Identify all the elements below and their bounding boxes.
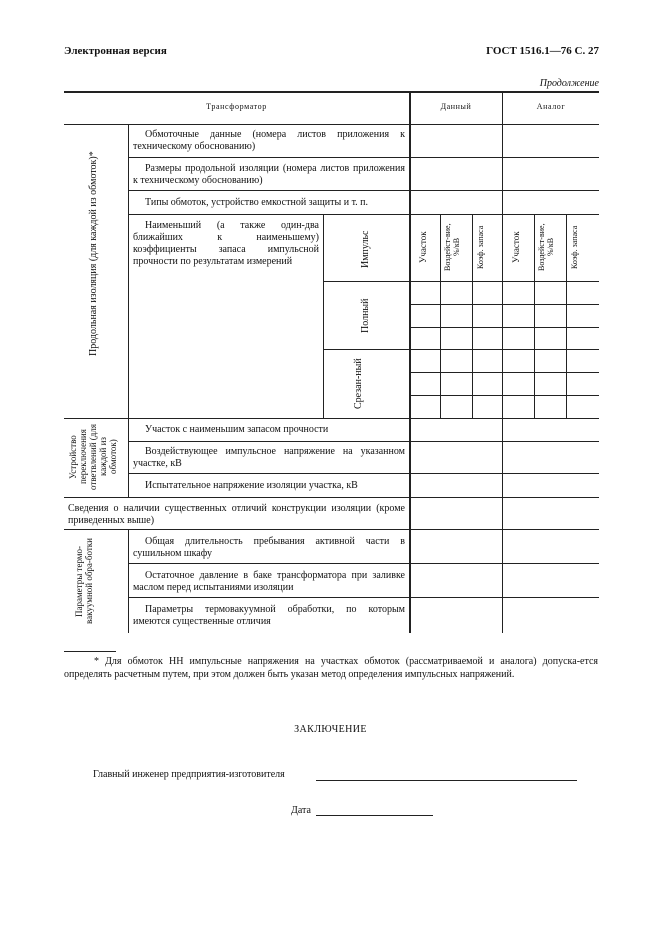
row-residual-pressure: Остаточное давление в баке трансформатора при заливке маслом перед испытаниями изоляции <box>133 570 405 593</box>
conclusion-title: ЗАКЛЮЧЕНИЕ <box>294 724 367 735</box>
group-tap-changer: Устройство переключения ответвлений (для каждой из обмоток) <box>68 424 118 490</box>
impulse-label: Импульс <box>360 230 371 268</box>
row-differences: Сведения о наличии существенных отличий конструкции изоляции (кроме приведенных выше) <box>68 503 405 526</box>
given-coef-header: Коэф. запаса <box>476 225 485 269</box>
row-winding-data: Обмоточные данные (номера листов приложения к техническому обоснованию) <box>133 129 405 152</box>
date-label: Дата <box>291 805 311 816</box>
full-impulse-label: Полный <box>360 298 371 334</box>
date-line[interactable] <box>316 815 433 816</box>
engineer-signature-line[interactable] <box>316 780 577 781</box>
row-min-margin: Наименьший (а также один-два ближайших к наименьшему) коэффициенты запаса импульсной прочности по результатам измерений <box>133 220 319 267</box>
given-voltage-header: Воздейст-вие, %/кВ <box>443 223 461 271</box>
given-section-header: Участок <box>418 231 428 263</box>
header-right: ГОСТ 1516.1—76 С. 27 <box>486 45 599 57</box>
col-transformer-header: Трансформатор <box>206 102 267 111</box>
analog-coef-header: Коэф. запаса <box>570 225 579 269</box>
row-test-voltage: Испытательное напряжение изоляции участка, кВ <box>145 480 358 491</box>
col-given-header: Данный <box>440 102 472 111</box>
analog-section-header: Участок <box>511 231 521 263</box>
engineer-label: Главный инженер предприятия-изготовителя <box>93 769 285 780</box>
footnote-rule <box>64 651 116 652</box>
row-insulation-sizes: Размеры продольной изоляции (номера листов приложения к техническому обоснованию) <box>133 163 405 186</box>
col-analog-header: Аналог <box>536 102 566 111</box>
group-thermovacuum: Параметры термо-вакуумной обра-ботки <box>74 538 94 624</box>
analog-voltage-header: Воздейст-вие, %/кВ <box>537 223 555 271</box>
row-processing-params: Параметры термовакуумной обработки, по которым имеются существенные отличия <box>133 604 405 627</box>
row-winding-types: Типы обмоток, устройство емкостной защиты и т. п. <box>145 197 369 208</box>
group-longitudinal-insulation: Продольная изоляция (для каждой из обмоток)* <box>88 151 99 356</box>
row-impulse-voltage: Воздействующее импульсное напряжение на указанном участке, кВ <box>133 446 405 469</box>
chopped-impulse-label: Срезан-ный <box>353 358 364 410</box>
footnote: * Для обмоток НН импульсные напряжения на участках обмоток (рассматриваемой и аналога) допуска-ется определять расчетным путем, при этом должен быть указан метод определения импульсных напряжений. <box>64 656 598 680</box>
row-total-duration: Общая длительность пребывания активной части в сушильном шкафу <box>133 536 405 559</box>
header-left: Электронная версия <box>64 45 167 57</box>
continuation-label: Продолжение <box>539 78 599 89</box>
row-section-min: Участок с наименьшим запасом прочности <box>145 424 329 435</box>
